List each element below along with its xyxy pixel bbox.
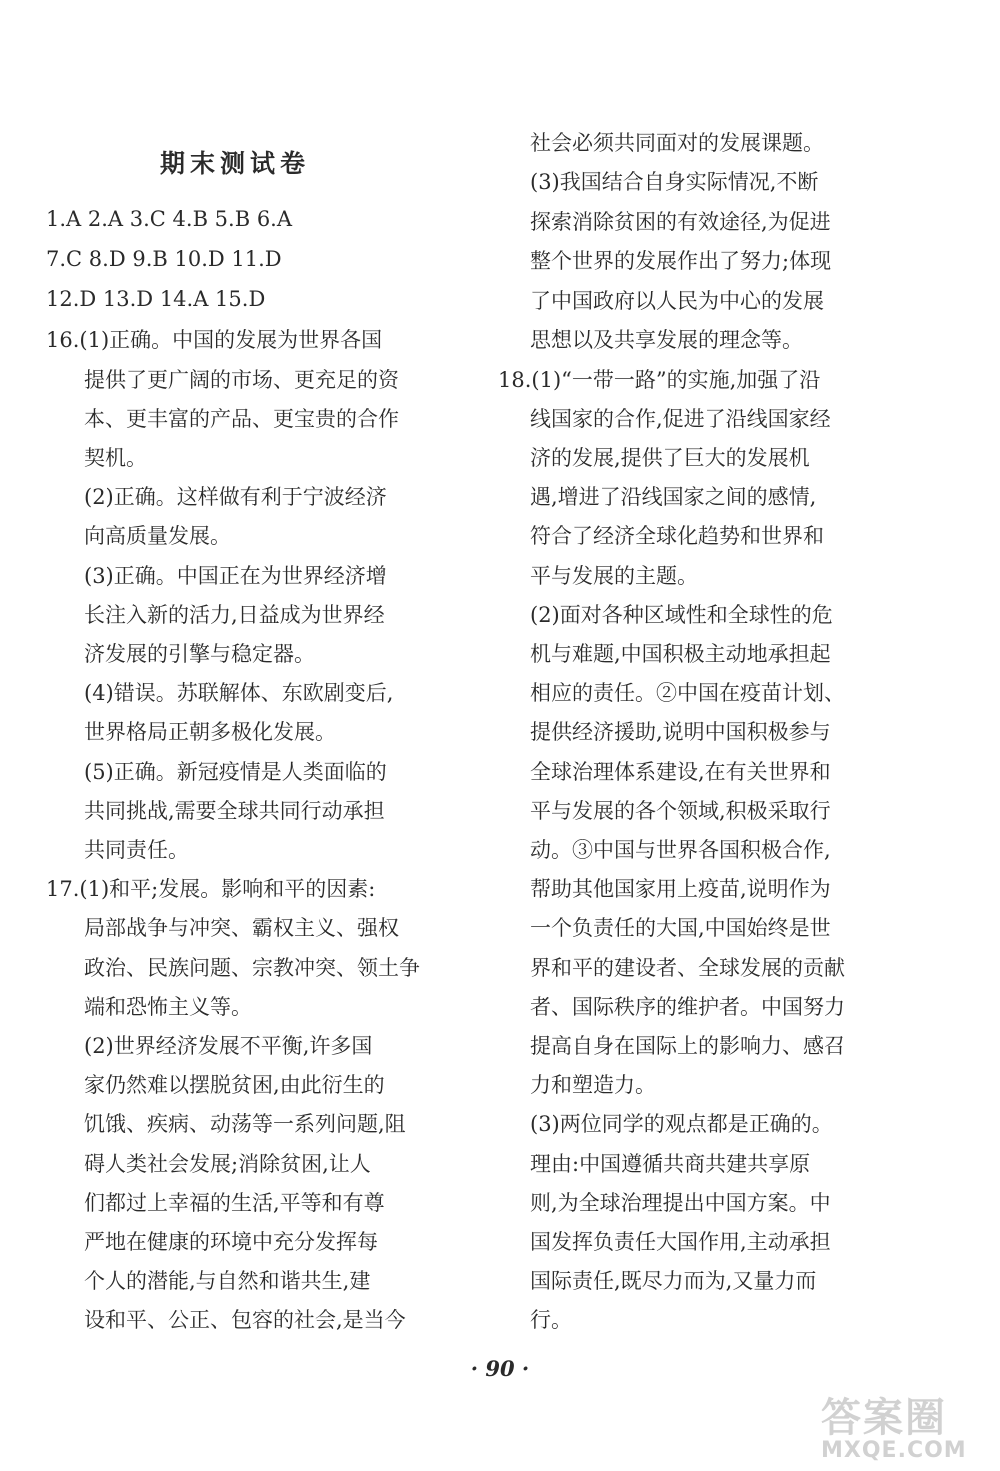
answer-line: 平与发展的各个领域,积极采取行 bbox=[530, 799, 831, 823]
answer-line: (2)世界经济发展不平衡,许多国 bbox=[84, 1034, 373, 1058]
answer-line: 力和塑造力。 bbox=[530, 1073, 656, 1097]
answer-line: 全球治理体系建设,在有关世界和 bbox=[530, 760, 831, 784]
answer-line: 1.A 2.A 3.C 4.B 5.B 6.A bbox=[46, 207, 293, 231]
answer-line: 契机。 bbox=[84, 446, 147, 470]
answer-line: 局部战争与冲突、霸权主义、强权 bbox=[84, 916, 399, 940]
page-number: · 90 · bbox=[470, 1356, 530, 1381]
answer-line: 共同责任。 bbox=[84, 838, 189, 862]
answer-line: 12.D 13.D 14.A 15.D bbox=[46, 287, 266, 311]
answer-line: 向高质量发展。 bbox=[84, 524, 231, 548]
answer-line: 社会必须共同面对的发展课题。 bbox=[530, 131, 824, 155]
answer-line: 提供经济援助,说明中国积极参与 bbox=[530, 720, 831, 744]
answer-line: 碍人类社会发展;消除贫困,让人 bbox=[84, 1152, 371, 1176]
answer-line: 思想以及共享发展的理念等。 bbox=[530, 328, 803, 352]
answer-line: (2)面对各种区域性和全球性的危 bbox=[530, 603, 833, 627]
answer-line: 政治、民族问题、宗教冲突、领土争 bbox=[84, 956, 420, 980]
answer-line: 长注入新的活力,日益成为世界经 bbox=[84, 603, 385, 627]
page-title: 期末测试卷 bbox=[160, 149, 311, 178]
answer-line: (2)正确。这样做有利于宁波经济 bbox=[84, 485, 387, 509]
answer-line: 提高自身在国际上的影响力、感召 bbox=[530, 1034, 845, 1058]
answer-line: 动。③中国与世界各国积极合作, bbox=[530, 838, 831, 862]
answer-line: 国发挥负责任大国作用,主动承担 bbox=[530, 1230, 831, 1254]
answer-line: 家仍然难以摆脱贫困,由此衍生的 bbox=[84, 1073, 385, 1097]
answer-line: 世界格局正朝多极化发展。 bbox=[84, 720, 336, 744]
watermark-text: 答案圈 bbox=[821, 1395, 947, 1441]
answer-line: 则,为全球治理提出中国方案。中 bbox=[530, 1191, 831, 1215]
answer-line: 线国家的合作,促进了沿线国家经 bbox=[530, 407, 831, 431]
answer-line: 国际责任,既尽力而为,又量力而 bbox=[530, 1269, 817, 1293]
answer-line: 济发展的引擎与稳定器。 bbox=[84, 642, 315, 666]
answer-line: 遇,增进了沿线国家之间的感情, bbox=[530, 485, 817, 509]
answer-line: 共同挑战,需要全球共同行动承担 bbox=[84, 799, 385, 823]
answer-line: 设和平、公正、包容的社会,是当今 bbox=[84, 1308, 406, 1332]
answer-line: 济的发展,提供了巨大的发展机 bbox=[530, 446, 810, 470]
answer-line: 17.(1)和平;发展。影响和平的因素: bbox=[46, 877, 376, 901]
answer-line: (3)我国结合自身实际情况,不断 bbox=[530, 170, 819, 194]
answer-line: 提供了更广阔的市场、更充足的资 bbox=[84, 368, 399, 392]
answer-line: 理由:中国遵循共商共建共享原 bbox=[530, 1152, 811, 1176]
answer-line: 16.(1)正确。中国的发展为世界各国 bbox=[46, 328, 383, 352]
watermark-logo bbox=[815, 1395, 990, 1467]
answer-line: 饥饿、疾病、动荡等一系列问题,阻 bbox=[84, 1112, 406, 1136]
answer-line: (3)正确。中国正在为世界经济增 bbox=[84, 564, 387, 588]
answer-line: 相应的责任。②中国在疫苗计划、 bbox=[530, 681, 845, 705]
answer-line: (4)错误。苏联解体、东欧剧变后, bbox=[84, 681, 394, 705]
answer-line: (3)两位同学的观点都是正确的。 bbox=[530, 1112, 833, 1136]
answer-line: 们都过上幸福的生活,平等和有尊 bbox=[84, 1191, 385, 1215]
answer-line: 整个世界的发展作出了努力;体现 bbox=[530, 249, 832, 273]
answer-line: 探索消除贫困的有效途径,为促进 bbox=[530, 210, 831, 234]
answer-line: 18.(1)“一带一路”的实施,加强了沿 bbox=[498, 368, 821, 392]
answer-line: 者、国际秩序的维护者。中国努力 bbox=[530, 995, 845, 1019]
answer-line: 严地在健康的环境中充分发挥每 bbox=[84, 1230, 378, 1254]
answer-line: 符合了经济全球化趋势和世界和 bbox=[530, 524, 824, 548]
answer-line: 了中国政府以人民为中心的发展 bbox=[530, 289, 824, 313]
answer-line: 7.C 8.D 9.B 10.D 11.D bbox=[46, 247, 282, 271]
answer-line: 平与发展的主题。 bbox=[530, 564, 698, 588]
answer-line: (5)正确。新冠疫情是人类面临的 bbox=[84, 760, 387, 784]
answer-line: 界和平的建设者、全球发展的贡献 bbox=[530, 956, 845, 980]
answer-line: 帮助其他国家用上疫苗,说明作为 bbox=[530, 877, 831, 901]
watermark-url: MXQE.COM bbox=[821, 1438, 967, 1463]
answer-line: 行。 bbox=[530, 1308, 572, 1332]
answer-line: 一个负责任的大国,中国始终是世 bbox=[530, 916, 831, 940]
answer-line: 本、更丰富的产品、更宝贵的合作 bbox=[84, 407, 399, 431]
answer-line: 端和恐怖主义等。 bbox=[84, 995, 252, 1019]
answer-line: 个人的潜能,与自然和谐共生,建 bbox=[84, 1269, 371, 1293]
answer-line: 机与难题,中国积极主动地承担起 bbox=[530, 642, 831, 666]
